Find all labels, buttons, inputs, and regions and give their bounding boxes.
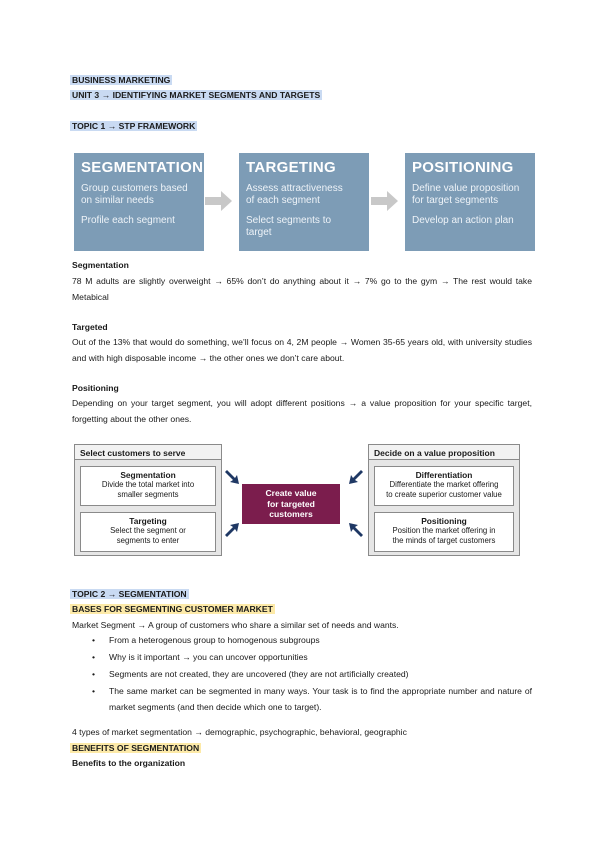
stp-diagram [74, 444, 520, 556]
create-value-box [242, 484, 340, 524]
stp-segmentation-title: SEGMENTATION [81, 159, 204, 176]
value-proposition-title: Decide on a value proposition [369, 445, 519, 460]
positioning-card [374, 512, 514, 552]
market-segment-definition: Market Segment → A group of customers who share a similar set of needs and wants. [72, 620, 399, 630]
stp-targeting-line4: target [246, 227, 272, 238]
targeting-card-title: Targeting [129, 516, 167, 526]
arrow-up-left-icon [348, 522, 364, 538]
benefits-organization: Benefits to the organization [72, 758, 186, 768]
create-value-line1: Create value [265, 488, 317, 498]
segmentation-bullets [92, 633, 532, 717]
targeted-heading: Targeted [72, 322, 108, 332]
stp-positioning-line1: Define value proposition [412, 183, 520, 194]
arrow-right-icon [371, 190, 399, 212]
arrow-up-right-icon [224, 522, 240, 538]
stp-positioning-line2: for target segments [412, 195, 499, 206]
differentiation-card-line2: to create superior customer value [386, 489, 502, 499]
stp-positioning-box [405, 153, 535, 251]
stp-segmentation-box [74, 153, 204, 251]
stp-positioning-line3: Develop an action plan [412, 215, 514, 226]
arrow-down-right-icon [224, 469, 240, 485]
create-value-line3: customers [269, 509, 313, 519]
segmentation-types: 4 types of market segmentation → demographic, psychographic, behavioral, geographic [72, 727, 407, 737]
stp-targeting-line1: Assess attractiveness [246, 183, 343, 194]
stp-segmentation-line1: Group customers based [81, 183, 188, 194]
differentiation-card-title: Differentiation [415, 470, 473, 480]
stp-targeting-line3: Select segments to [246, 215, 332, 226]
create-value-line2: for targeted [267, 498, 315, 509]
targeting-card-line2: segments to enter [116, 535, 180, 545]
segmentation-text: 78 M adults are slightly overweight → 65% don’t do anything about it → 7% go to the gym → The rest would take Metabical [72, 276, 532, 302]
value-proposition-panel [368, 444, 520, 556]
targeting-card [80, 512, 216, 552]
stp-segmentation-line3: Profile each segment [81, 215, 175, 226]
arrow-right-icon [205, 190, 233, 212]
segmentation-card [80, 466, 216, 506]
differentiation-card-line1: Differentiate the market offering [389, 480, 499, 489]
select-customers-panel [74, 444, 222, 556]
targeted-text: Out of the 13% that would do something, we’ll focus on 4, 2M people → Women 35-65 years old, with university studies and with high disposable income → the other ones we don’t care about. [72, 337, 532, 363]
list-item: • Why is it important → you can uncover opportunities [92, 652, 308, 662]
stp-targeting-title: TARGETING [246, 159, 336, 176]
list-item: • The same market can be segmented in many ways. Your task is to find the appropriate number and nature of market segments (and then decide which one to target). [92, 686, 532, 712]
topic1-title: TOPIC 1 → STP FRAMEWORK [72, 121, 196, 131]
positioning-card-line1: Position the market offering in [392, 526, 496, 535]
segmentation-card-line2: smaller segments [117, 489, 179, 499]
benefits-heading: BENEFITS OF SEGMENTATION [72, 743, 200, 753]
segmentation-card-title: Segmentation [120, 470, 176, 480]
select-customers-title: Select customers to serve [75, 445, 221, 460]
stp-segmentation-line2: on similar needs [81, 195, 154, 206]
positioning-card-line2: the minds of target customers [392, 535, 496, 545]
arrow-down-left-icon [348, 469, 364, 485]
course-title: BUSINESS MARKETING [72, 75, 171, 85]
segmentation-card-line1: Divide the total market into [101, 480, 195, 489]
differentiation-card [374, 466, 514, 506]
bases-heading: BASES FOR SEGMENTING CUSTOMER MARKET [72, 604, 273, 614]
unit-title: UNIT 3 → IDENTIFYING MARKET SEGMENTS AND TARGETS [72, 90, 321, 100]
positioning-text: Depending on your target segment, you will adopt different positions → a value proposition for your specific target, forgetting about the other ones. [72, 398, 532, 424]
targeting-card-line1: Select the segment or [110, 526, 186, 535]
stp-positioning-title: POSITIONING [412, 159, 514, 176]
list-item: • Segments are not created, they are uncovered (they are not artificially created) [92, 669, 409, 679]
list-item: • From a heterogenous group to homogenous subgroups [92, 635, 320, 645]
segmentation-heading: Segmentation [72, 260, 129, 270]
topic2-title: TOPIC 2 → SEGMENTATION [72, 589, 187, 599]
stp-targeting-line2: of each segment [246, 195, 320, 206]
positioning-heading: Positioning [72, 383, 119, 393]
stp-targeting-box [239, 153, 369, 251]
positioning-card-title: Positioning [421, 516, 467, 526]
